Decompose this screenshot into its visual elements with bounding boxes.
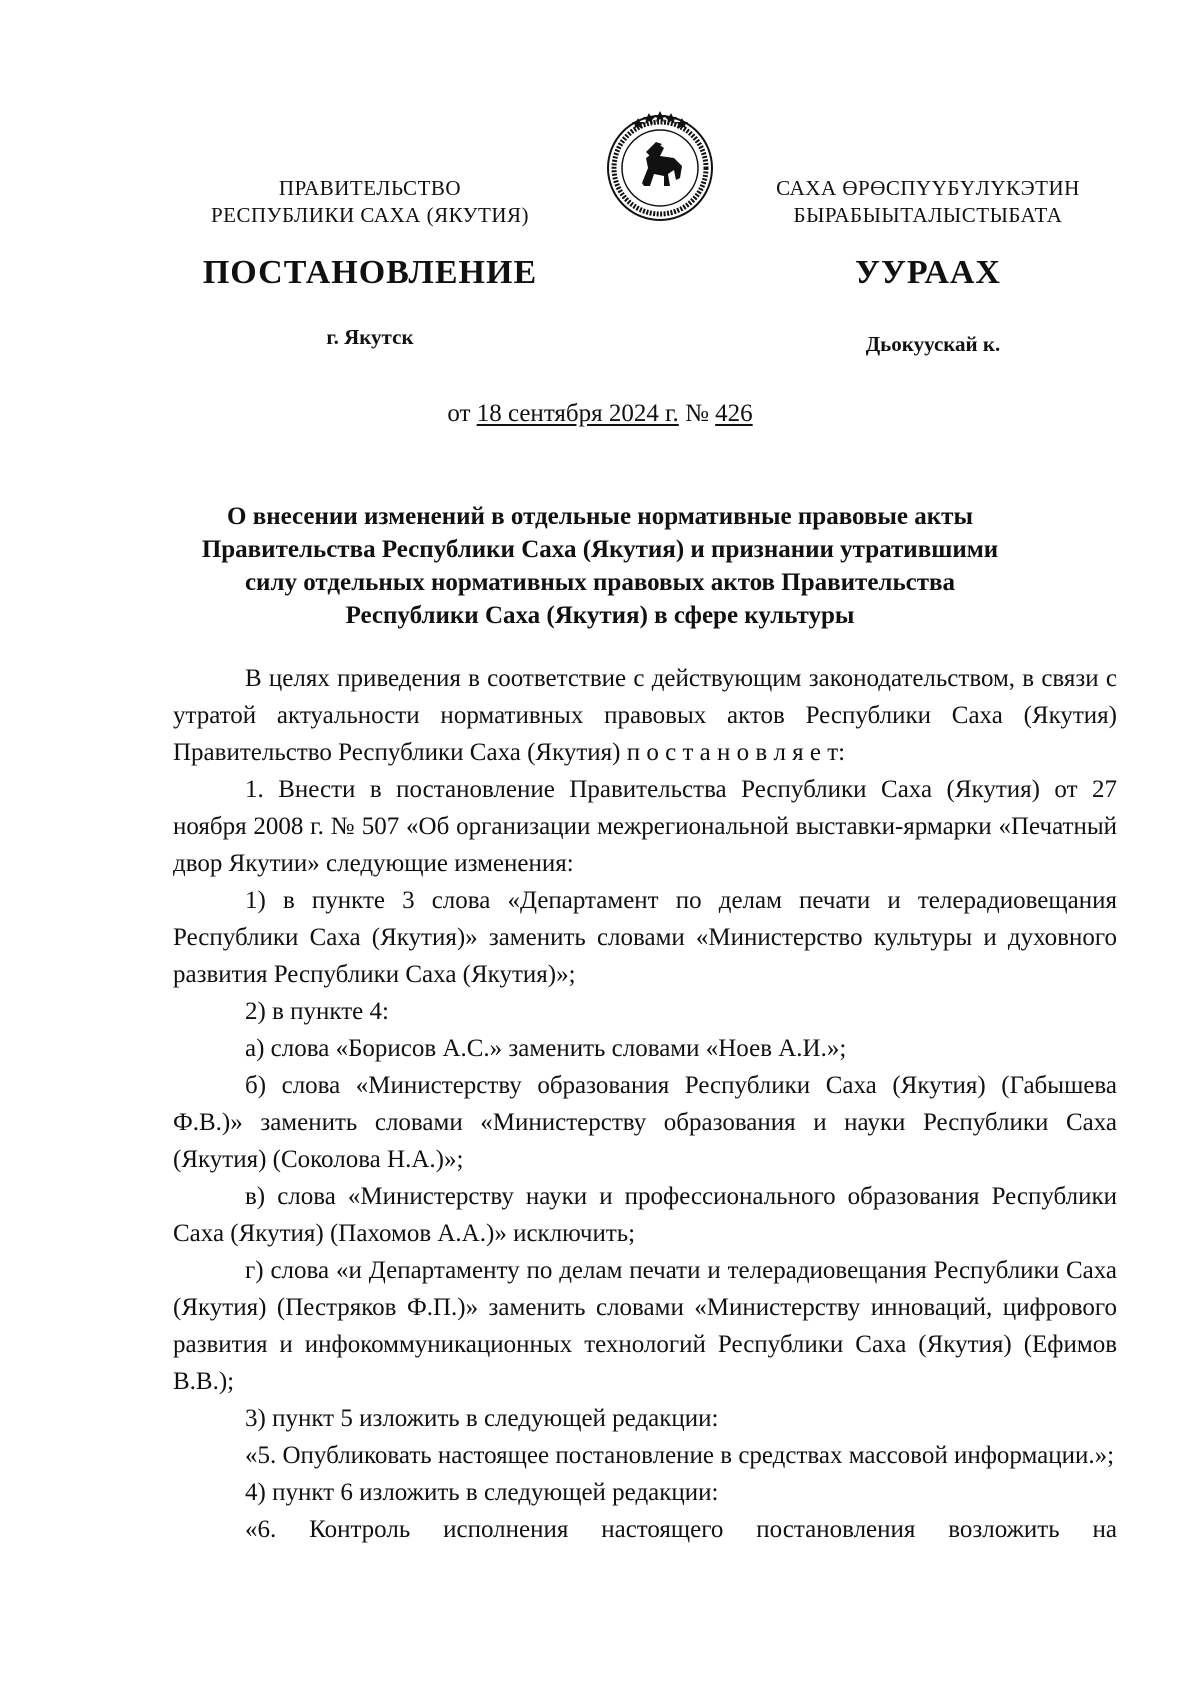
document-body (173, 660, 1117, 1548)
heading-line-3: силу отдельных нормативных правовых актов Правительства (244, 569, 956, 596)
header-left-line-1: ПРАВИТЕЛЬСТВО (278, 176, 462, 200)
paragraph-subitem-2: 2) в пункте 4: (245, 998, 389, 1025)
document-type-title-sah: УУРААХ (855, 254, 1001, 291)
heading-line-1: О внесении изменений в отдельные нормативные правовые акты (227, 503, 973, 530)
paragraph-quote-5: «5. Опубликовать настоящее постановление в средствах массовой информации.»; (245, 1442, 1115, 1469)
header-right-line-1: САХА ӨРӨСПҮҮБҮЛҮКЭТИН (776, 176, 1080, 200)
heading-line-4: Республики Саха (Якутия) в сфере культуры (345, 602, 855, 629)
header-right-line-2: БЫРАБЫЫТАЛЫСТЫБАТА (793, 203, 1063, 227)
paragraph-item-1: 1. Внести в постановление Правительства Республики Саха (Якутия) от 27 ноября 2008 г. № 507 «Об организации межрегиональной выставки-ярмарки «Печатный двор Якутии» следующие изменения: (173, 776, 1117, 877)
header-left-line-2: РЕСПУБЛИКИ САХА (ЯКУТИЯ) (210, 203, 530, 227)
header-left-block (160, 175, 580, 229)
heading-line-2: Правительства Республики Саха (Якутия) и признании утратившими (201, 536, 999, 563)
paragraph-quote-6: «6. Контроль исполнения настоящего постановления возложить на (245, 1516, 1117, 1543)
paragraph-subitem-4: 4) пункт 6 изложить в следующей редакции: (245, 1479, 719, 1506)
date-number-line (0, 400, 1200, 428)
document-date: 18 сентября 2024 г. (476, 400, 679, 427)
city-ru: г. Якутск (326, 325, 414, 349)
paragraph-preamble: В целях приведения в соответствие с действующим законодательством, в связи с утратой актуальности нормативных правовых актов Республики Саха (Якутия) Правительство Республики Саха (Якутия) п о с т а н о в л я е т: (173, 665, 1117, 766)
date-prefix: от (447, 400, 471, 427)
paragraph-subitem-2c: в) слова «Министерству науки и профессионального образования Республики Саха (Якутия) (Пахомов А.А.)» исключить; (173, 1183, 1117, 1247)
document-heading (180, 500, 1020, 632)
paragraph-subitem-1: 1) в пункте 3 слова «Департамент по делам печати и телерадиовещания Республики Саха (Якутия)» заменить словами «Министерство культуры и духовного развития Республики Саха (Якутия)»; (173, 887, 1117, 988)
document-number: 426 (715, 400, 753, 427)
paragraph-subitem-3: 3) пункт 5 изложить в следующей редакции: (245, 1405, 719, 1432)
paragraph-subitem-2a: а) слова «Борисов А.С.» заменить словами «Ноев А.И.»; (245, 1035, 847, 1062)
paragraph-subitem-2b: б) слова «Министерству образования Республики Саха (Якутия) (Габышева Ф.В.)» заменить словами «Министерству образования и науки Республики Саха (Якутия) (Соколова Н.А.)»; (173, 1072, 1117, 1173)
coat-of-arms-emblem-icon (602, 108, 718, 224)
number-sign: № (685, 400, 709, 427)
header-right-block (718, 175, 1138, 229)
document-type-title-ru: ПОСТАНОВЛЕНИЕ (202, 254, 538, 291)
city-sah: Дьокуускай к. (865, 332, 1001, 356)
paragraph-subitem-2d: г) слова «и Департаменту по делам печати и телерадиовещания Республики Саха (Якутия) (Пестряков Ф.П.)» заменить словами «Министерству инноваций, цифрового развития и инфокоммуникационных технологий Республики Саха (Якутия) (Ефимов В.В.); (173, 1257, 1117, 1395)
